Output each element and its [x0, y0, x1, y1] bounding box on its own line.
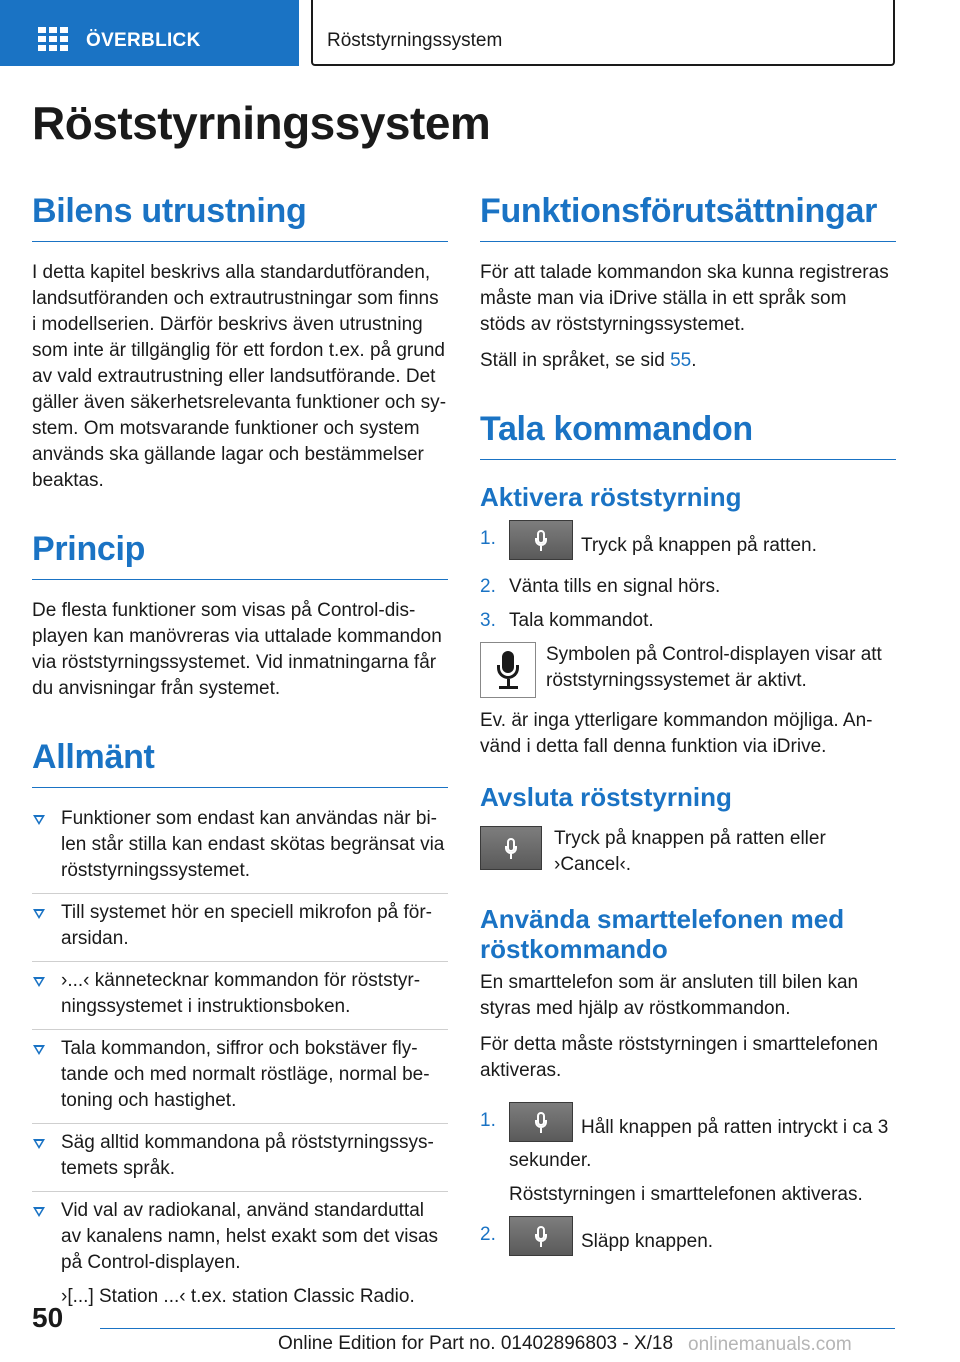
allmant-list: [32, 806, 448, 1319]
footer-divider: [100, 1328, 895, 1329]
end-description: Tryck på knappen på ratten eller ›Cancel‹.: [554, 828, 826, 875]
list-item-example: ›[...] Station ...‹ t.ex. station Classic Radio.: [61, 1286, 415, 1307]
triangle-bullet-icon: [33, 1139, 45, 1149]
heading-allmant: Allmänt: [32, 738, 448, 788]
list-item: Funktioner som endast kan användas när bilen står stilla kan endast skötas begränsat via röststyrningssystemet.: [32, 806, 448, 894]
voice-button-image: [509, 1216, 573, 1256]
heading-princip: Princip: [32, 530, 448, 580]
section-header-label: Röststyrningssystem: [327, 30, 503, 51]
paragraph-no-more-commands: Ev. är inga ytterligare kommandon möjliga. Använd i detta fall denna funktion via iDrive.: [480, 710, 873, 757]
heading-tala-kommandon: Tala kommandon: [480, 410, 896, 460]
page-number: 50: [32, 1302, 64, 1333]
right-column: [480, 192, 896, 1270]
heading-aktivera-roststyrning: Aktivera röststyrning: [480, 482, 742, 512]
step-item: 2. Vänta tills en signal hörs.: [480, 576, 721, 597]
section-header: [311, 0, 895, 66]
left-column: [32, 192, 448, 1325]
voice-button-image: [509, 1102, 573, 1142]
paragraph-bilens-utrustning: I detta kapitel beskrivs alla standardutföranden, landsutföranden och extrautrustningar som finns i modellserien. Därför beskrivs även utrustning som inte är tillgänglig för ett fordon t.ex. på grund av vald extrautrustning eller landsutförande. Det gäller även säkerhetsrelevanta funktioner och system. Om motsvarande funktioner och system används ska gällande lagar och bestämmelser beaktas.: [32, 262, 447, 491]
triangle-bullet-icon: [33, 815, 45, 825]
heading-bilens-utrustning: Bilens utrustning: [32, 192, 448, 242]
triangle-bullet-icon: [33, 909, 45, 919]
heading-funktionsforutsattningar: Funktionsförutsättningar: [480, 192, 896, 242]
overview-tab[interactable]: [0, 0, 299, 66]
overview-tab-label: ÖVERBLICK: [86, 30, 201, 51]
page-link[interactable]: 55: [670, 350, 692, 371]
step-item: 1. Tryck på knappen på ratten.: [480, 526, 896, 566]
triangle-bullet-icon: [33, 977, 45, 987]
step-item: 2. Släpp knappen.: [480, 1222, 896, 1262]
list-item: Vid val av radiokanal, använd standarduttal av kanalens namn, helst exakt som det visas på Control-displayen. ›[...] Station ...‹ t.ex. station Classic Radio.: [32, 1198, 448, 1319]
phone-steps: [480, 1108, 896, 1262]
activate-steps: [480, 526, 896, 634]
voice-button-image: [509, 520, 573, 560]
heading-smarttelefon: Använda smarttelefonen med röstkommando: [480, 904, 845, 964]
list-item: Till systemet hör en speciell mikrofon på förarsidan.: [32, 900, 448, 962]
triangle-bullet-icon: [33, 1207, 45, 1217]
step-result: Röststyrningen i smarttelefonen aktiveras.: [509, 1184, 863, 1205]
symbol-row: [480, 642, 896, 698]
symbol-description: Symbolen på Control-displayen visar att röststyrningssystemet är aktivt.: [546, 644, 882, 691]
watermark: onlinemanuals.com: [688, 1334, 852, 1355]
list-item: Tala kommandon, siffror och bokstäver flytande och med normalt röstläge, normal betoning och hastighet.: [32, 1036, 448, 1124]
paragraph-princip: De flesta funktioner som visas på Control-displayen kan manövreras via uttalade kommandon via röststyrningssystemet. Vid inmatningarna får du anvisningar från systemet.: [32, 600, 442, 699]
grid-menu-icon: [38, 27, 68, 51]
page-title: Röststyrningssystem: [32, 97, 491, 149]
voice-button-image: [480, 826, 542, 870]
step-item: 1. Håll knappen på ratten intryckt i ca 3 sekunder. Röststyrningen i smarttelefonen aktiveras.: [480, 1108, 896, 1208]
paragraph-smarttelefon-2: För detta måste röststyrningen i smarttelefonen aktiveras.: [480, 1034, 879, 1081]
footer-edition: Online Edition for Part no. 01402896803 - X/18: [278, 1333, 674, 1354]
list-item: ›...‹ kännetecknar kommandon för röststyrningssystemet i instruktionsboken.: [32, 968, 448, 1030]
voice-active-symbol-icon: [480, 642, 536, 698]
paragraph-smarttelefon-1: En smarttelefon som är ansluten till bilen kan styras med hjälp av röstkommandon.: [480, 972, 859, 1019]
step-item: 3. Tala kommandot.: [480, 610, 654, 631]
paragraph-language-ref: Ställ in språket, se sid 55.: [480, 350, 697, 371]
list-item: Säg alltid kommandona på röststyrningssystemets språk.: [32, 1130, 448, 1192]
end-row: [480, 826, 896, 878]
triangle-bullet-icon: [33, 1045, 45, 1055]
paragraph-funktionsforutsattningar: För att talade kommandon ska kunna registreras måste man via iDrive ställa in ett språk som stöds av röststyrningssystemet.: [480, 262, 889, 335]
heading-avsluta-roststyrning: Avsluta röststyrning: [480, 782, 732, 812]
